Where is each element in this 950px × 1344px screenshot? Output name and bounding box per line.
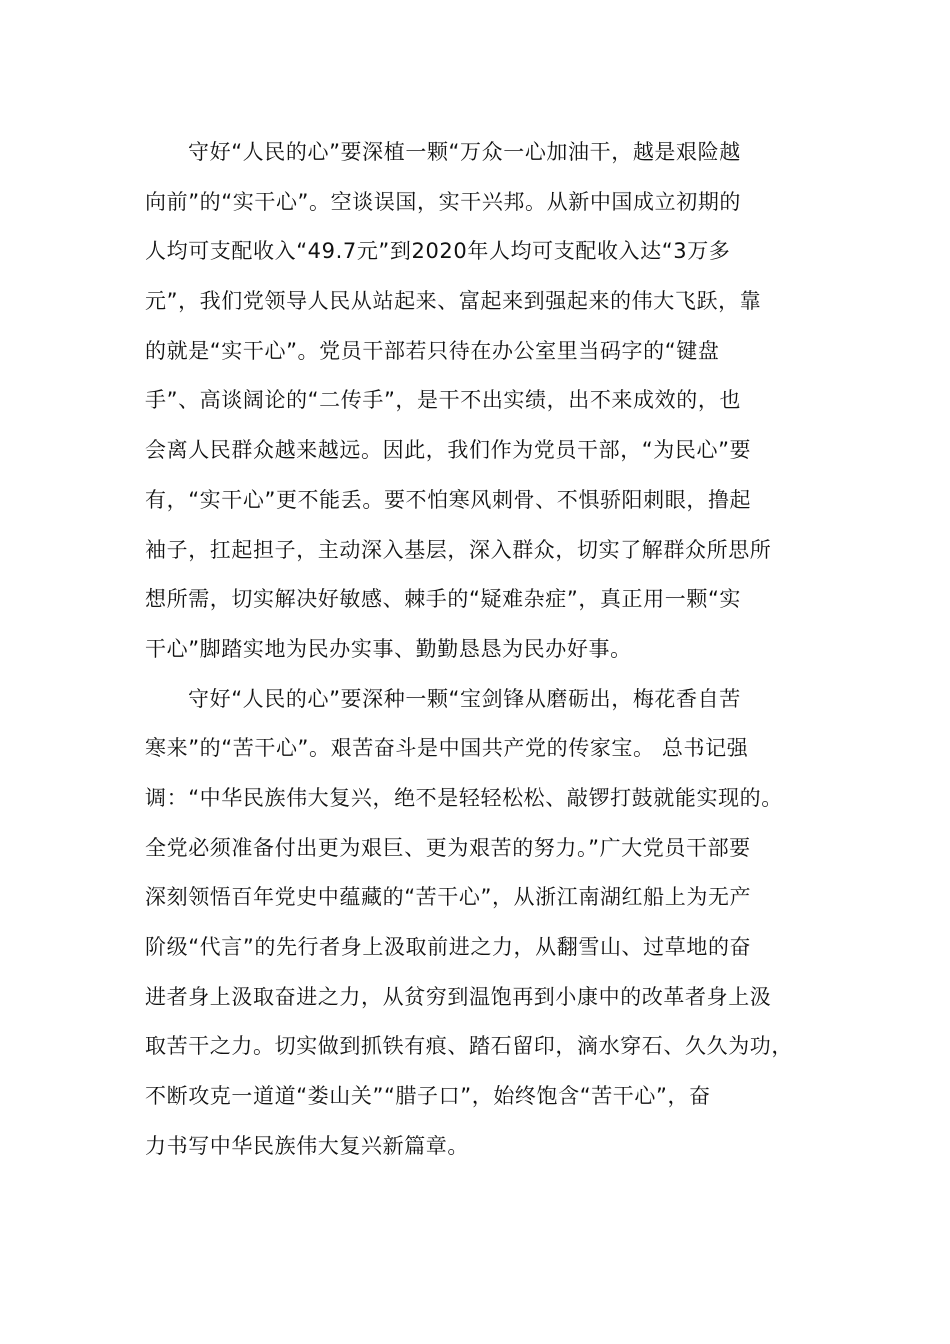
paragraph-line: 干心”脚踏实地为民办实事、勤勤恳恳为民办好事。 <box>145 636 632 661</box>
paragraph-1 <box>145 128 810 675</box>
paragraph-line: 寒来”的“苦干心”。艰苦奋斗是中国共产党的传家宝。 总书记强 <box>145 736 749 761</box>
paragraph-line: 力书写中华民族伟大复兴新篇章。 <box>145 1133 469 1158</box>
paragraph-line: 守好“人民的心”要深植一颗“万众一心加油干，越是艰险越 <box>188 140 741 164</box>
paragraph-line: 取苦干之力。切实做到抓铁有痕、踏石留印，滴水穿石、久久为功， <box>145 1034 793 1059</box>
paragraph-line: 深刻领悟百年党史中蕴藏的“苦干心”，从浙江南湖红船上为无产 <box>145 885 752 910</box>
paragraph-line: 阶级“代言”的先行者身上汲取前进之力，从翻雪山、过草地的奋 <box>145 935 752 959</box>
paragraph-line: 人均可支配收入“49.7元”到2020年人均可支配收入达“3万多 <box>145 239 731 264</box>
paragraph-line: 袖子，扛起担子，主动深入基层，深入群众，切实了解群众所思所 <box>145 537 772 562</box>
paragraph-line: 向前”的“实干心”。空谈误国，实干兴邦。从新中国成立初期的 <box>145 189 742 214</box>
paragraph-line: 想所需，切实解决好敏感、棘手的“疑难杂症”，真正用一颗“实 <box>145 587 742 612</box>
paragraph-2 <box>145 675 810 1172</box>
paragraph-line: 守好“人民的心”要深种一颗“宝剑锋从磨砺出，梅花香自苦 <box>188 686 741 711</box>
paragraph-line: 的就是“实干心”。党员干部若只待在办公室里当码字的“键盘 <box>145 338 720 363</box>
paragraph-line: 会离人民群众越来越远。因此，我们作为党员干部，“为民心”要 <box>145 438 752 463</box>
paragraph-line: 全党必须准备付出更为艰巨、更为艰苦的努力。”广大党员干部要 <box>145 835 751 860</box>
article-body <box>145 128 810 1171</box>
paragraph-line: 手”、高谈阔论的“二传手”，是干不出实绩，出不来成效的，也 <box>145 388 742 413</box>
paragraph-line: 元”，我们党领导人民从站起来、富起来到强起来的伟大飞跃，靠 <box>145 289 762 314</box>
paragraph-line: 进者身上汲取奋进之力，从贫穷到温饱再到小康中的改革者身上汲 <box>145 984 772 1009</box>
paragraph-line: 不断攻克一道道“娄山关”“腊子口”，始终饱含“苦干心”，奋 <box>145 1084 711 1109</box>
paragraph-line: 调：“中华民族伟大复兴，绝不是轻轻松松、敲锣打鼓就能实现的。 <box>145 785 783 810</box>
paragraph-line: 有，“实干心”更不能丢。要不怕寒风刺骨、不惧骄阳刺眼，撸起 <box>145 487 752 512</box>
